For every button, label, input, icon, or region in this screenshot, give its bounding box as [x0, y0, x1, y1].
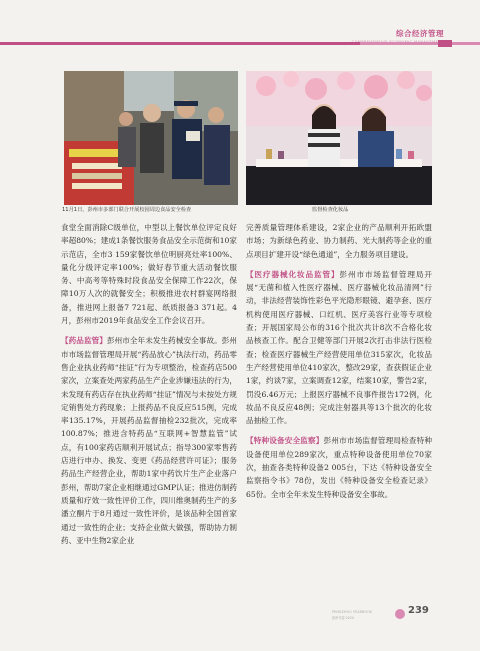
- header-rule: [0, 42, 480, 45]
- paragraph-special-equipment: [246, 434, 432, 500]
- paragraph: [61, 221, 237, 327]
- photo-food-safety-inspection: [64, 71, 238, 205]
- photo-caption-right: 监督检查化妆品: [312, 207, 349, 213]
- header-tab-mark: [438, 40, 452, 47]
- text-column-right: [246, 221, 432, 508]
- paragraph-text: 食堂全面消除C级单位，中型以上餐饮单位评定良好率超80%；建成1条餐饮服务食品安全示范街和10家示范店，全市3 159家餐饮单位明厨亮灶率100%、量化分级评定率100%；做好春节重大活动餐饮服务、中高考等特殊时段食品安全保障工作22次，保障10万人次的就餐安全；积极推进农村群宴网络报备，推进网上报备7 721起、纸质报备3 371起。4月，彭州市2019年食品安全工作会议召开。: [61, 223, 237, 326]
- footer-publication-en: PENGZHOU YEARBOOK: [332, 610, 373, 614]
- paragraph-text: 彭州市全年未发生药械安全事故。彭州市市场监督管理局开展“药品放心”执法行动，药品零售企业执业药师“挂证”行为专项整治，检查药店500家次，立案查处两家药品生产企业涉嫌违法的行为，未发现有药店存在执业药师“挂证”情况与未按处方规定销售处方药现象；上报药品不良反应515例，完成率135.17%，开展药品监督抽检232批次，完成率100.87%；推进含特药品“互联网+智慧监管”试点，有100家药店顺利开展试点；指导300家零售药店进行申办、换发、变更《药品经营许可证》；服务药品生产经营企业，帮助1家中药饮片生产企业落户彭州，帮助7家企业相继通过GMP认证；推进仿制药质量和疗效一致性评价工作，四川维奥制药生产的多潘立酮片于8月通过一致性评价，是该品种全国首家通过一致性的企业；支持企业做大做强，帮助协力制药、亚中生物2家企业: [61, 336, 238, 545]
- paragraph-text: 完善质量管理体系建设，2家企业的产品顺利开拓欧盟市场；为新绿色药业、协力制药、光大制药等企业的重点项目扩建开设“绿色通道”，全力服务项目建设。: [246, 223, 432, 259]
- section-title: 综合经济管理: [396, 29, 444, 38]
- paragraph-drug-supervision: [61, 334, 237, 547]
- header-rule-dark: [0, 42, 360, 45]
- footer-publication-cn: 彭州年鉴·2020: [332, 616, 354, 620]
- page-dot-icon: [395, 609, 405, 619]
- section-tag-drug: 【药品监管】: [61, 336, 107, 346]
- header-rule-light: [360, 42, 480, 45]
- paragraph-medical-device: [246, 268, 432, 428]
- paragraph-text: 彭州市市场监督管理局开展“无菌和植入性医疗器械、医疗器械化妆品清网”行动，非法经营装饰性彩色平光隐形眼镜、避孕套、医疗机构使用医疗器械、口红机、医疗美容行业等专项检查；开展国家局公布的316个批次共计8次不合格化妆品核查工作。配合卫健等部门开展2次打击非法行医检查；检查医疗器械生产经营使用单位315家次，化妆品生产经营使用单位410家次，整改29家，查获假证企业1家，约谈7家，立案调查12家，结案10家，警告2家，罚没6.46万元；上报医疗器械不良事件报告172例，化妆品不良反应48例；完成注射器具等13个批次的化妆品抽检工作。: [246, 269, 433, 426]
- page-number: 239: [408, 605, 429, 616]
- photo-cosmetics-inspection: [246, 71, 432, 205]
- photo-caption-left: 11月1日，彭州市多部门联合开展校园周边食品安全检查: [62, 207, 192, 213]
- text-column-left: [61, 221, 237, 554]
- section-tag-special-equipment: 【特种设备安全监察】: [246, 436, 324, 446]
- paragraph-text: 彭州市市场监督管理局检查特种设备使用单位289家次，重点特种设备使用单位70家次，抽查各类特种设备2 005台，下达《特种设备安全监察指令书》78份，发出《特种设备安全检查记录》65份。全市全年未发生特种设备安全事故。: [246, 436, 433, 499]
- section-tag-medical-device: 【医疗器械化妆品监管】: [246, 269, 340, 279]
- paragraph: [246, 221, 432, 261]
